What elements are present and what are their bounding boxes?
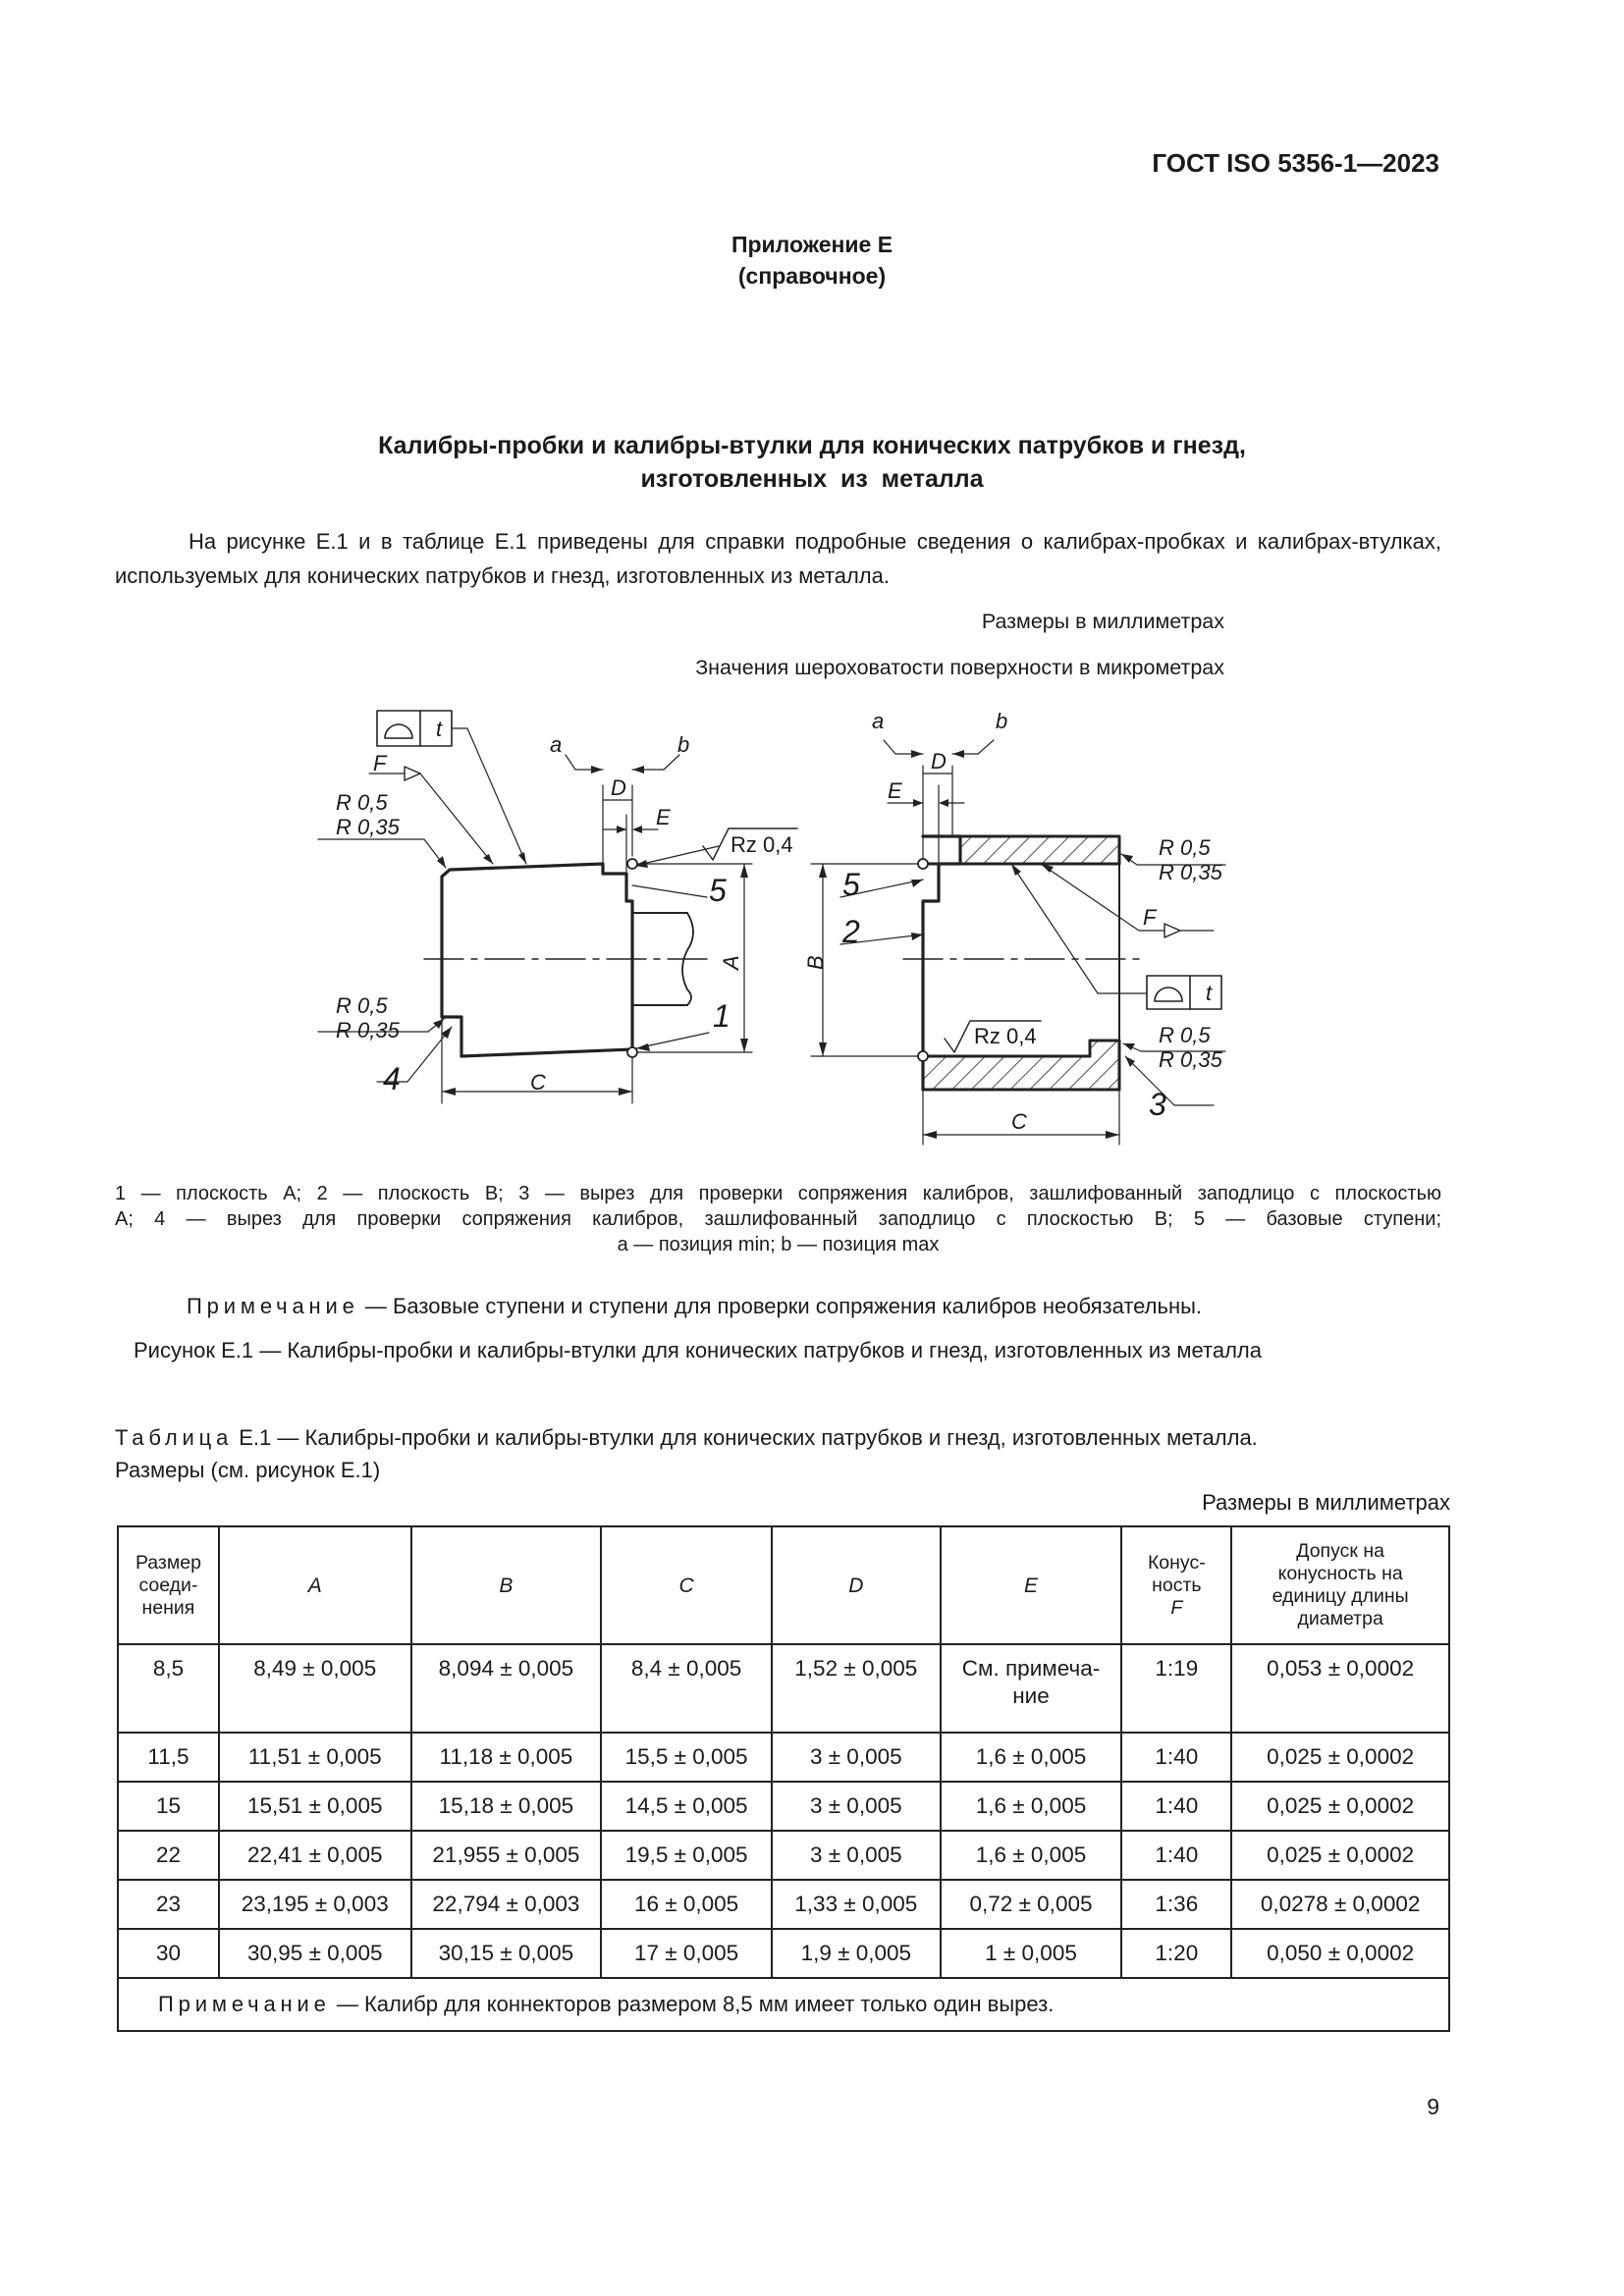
table-cell: 30 [118,1929,219,1978]
table-caption-line2: Размеры (см. рисунок Е.1) [115,1458,381,1482]
table-cell: 0,72 ± 0,005 [941,1880,1122,1929]
label-a-left: a [550,732,563,757]
page-number: 9 [1427,2094,1439,2119]
section-title-line1: Калибры-пробки и калибры-втулки для конических патрубков и гнезд, [378,432,1246,459]
header-tolerance: Допуск на конусность на единицу длины диаметра [1231,1526,1449,1644]
table-cell: 15,18 ± 0,005 [411,1782,602,1831]
label-r035-bottom-right: R 0,35 [1159,1047,1222,1072]
table-cell: 15 [118,1782,219,1831]
table-cell: 1:40 [1121,1782,1231,1831]
label-c-left: C [530,1070,546,1095]
figure-note [187,1294,1202,1319]
label-c-right: C [1011,1109,1027,1134]
header-b: B [411,1526,602,1644]
table-note [118,1978,1449,2031]
table-cell: 0,025 ± 0,0002 [1231,1782,1449,1831]
table-header-row [118,1526,1449,1644]
label-d-left: D [611,775,626,800]
table-cell: 19,5 ± 0,005 [601,1831,772,1880]
intro-text: На рисунке Е.1 и в таблице Е.1 приведены для справки подробные сведения о калибрах-пробках и калибрах-втулках, используемых для конических патрубков и гнезд, изготовленных из металла. [115,529,1441,588]
table-row [118,1782,1449,1831]
plug-gauge-outline [442,864,632,1056]
table-cell: 3 ± 0,005 [772,1831,941,1880]
label-f-right: F [1143,905,1157,930]
table-cell: 8,49 ± 0,005 [219,1644,411,1733]
header-e: E [941,1526,1122,1644]
table-caption-text: Е.1 — Калибры-пробки и калибры-втулки для конических патрубков и гнезд, изготовленных металла. [233,1425,1258,1450]
label-e-left: E [656,805,671,829]
label-f-left: F [373,751,387,775]
table-cell: 1:36 [1121,1880,1231,1929]
table-note-text: — Калибр для коннекторов размером 8,5 мм имеет только один вырез. [330,1992,1055,2016]
label-2: 2 [842,914,860,949]
label-r05-bottom-right: R 0,5 [1159,1023,1211,1047]
table-caption-label: Таблица [115,1425,234,1450]
label-b-left: b [677,732,690,757]
table-cell: 0,0278 ± 0,0002 [1231,1880,1449,1929]
table-cell: 0,050 ± 0,0002 [1231,1929,1449,1978]
table-caption [115,1421,1258,1486]
table-cell: 11,5 [118,1733,219,1782]
table-cell: 3 ± 0,005 [772,1733,941,1782]
figure-caption: Рисунок Е.1 — Калибры-пробки и калибры-втулки для конических патрубков и гнезд, изготовленных из металла [134,1338,1262,1362]
table-cell: 0,053 ± 0,0002 [1231,1644,1449,1733]
label-5-right: 5 [842,867,860,902]
table-cell: См. примеча- ние [941,1644,1122,1733]
label-rz-right: Rz 0,4 [974,1024,1037,1048]
table-cell: 22,794 ± 0,003 [411,1880,602,1929]
label-a-right: a [872,709,885,733]
header-taper: Конус- ность F [1121,1526,1231,1644]
header-d: D [772,1526,941,1644]
table-row [118,1644,1449,1733]
table-note-row [118,1978,1449,2031]
label-r035-top-left: R 0,35 [336,815,400,839]
label-t-left: t [436,717,443,741]
label-r05-bottom-left: R 0,5 [336,993,388,1018]
table-cell: 30,95 ± 0,005 [219,1929,411,1978]
table-row [118,1929,1449,1978]
legend-line-2: А; 4 — вырез для проверки сопряжения калибров, зашлифованный заподлицо с плоскостью В; 5 — базовые ступени; [115,1208,1441,1230]
ring-gauge-top-hatch [960,836,1119,864]
figure-legend [115,1181,1441,1257]
label-rz-left: Rz 0,4 [731,832,793,857]
table-cell: 1:40 [1121,1831,1231,1880]
table-row [118,1880,1449,1929]
standard-designation: ГОСТ ISO 5356-1—2023 [1152,148,1439,178]
table-cell: 15,51 ± 0,005 [219,1782,411,1831]
label-5-left: 5 [709,873,727,908]
table-cell: 22,41 ± 0,005 [219,1831,411,1880]
table-cell: 11,18 ± 0,005 [411,1733,602,1782]
table-cell: 1:20 [1121,1929,1231,1978]
label-t-right: t [1206,981,1213,1005]
label-r035-top-right: R 0,35 [1159,860,1222,884]
table-cell: 8,5 [118,1644,219,1733]
annex-title: Приложение Е [731,232,893,257]
table-note-label: Примечание [158,1992,331,2016]
table-cell: 23 [118,1880,219,1929]
header-a: A [219,1526,411,1644]
table-cell: 1,6 ± 0,005 [941,1782,1122,1831]
table-row [118,1733,1449,1782]
table-cell: 1,6 ± 0,005 [941,1733,1122,1782]
annex-subtitle: (справочное) [737,263,887,289]
table-row [118,1831,1449,1880]
table-cell: 22 [118,1831,219,1880]
table-cell: 8,4 ± 0,005 [601,1644,772,1733]
intro-paragraph [115,524,1441,593]
figure-note-text: — Базовые ступени и ступени для проверки сопряжения калибров необязательны. [358,1294,1203,1318]
label-a-dim: A [719,955,743,970]
label-r035-bottom-left: R 0,35 [336,1018,400,1042]
figure-note-label: Примечание [187,1294,359,1318]
annex-heading [0,229,1624,292]
section-title [0,429,1624,496]
table-cell: 1:19 [1121,1644,1231,1733]
header-c: C [601,1526,772,1644]
table-cell: 0,025 ± 0,0002 [1231,1831,1449,1880]
header-size: Размер соеди- нения [118,1526,219,1644]
table-cell: 3 ± 0,005 [772,1782,941,1831]
table-cell: 30,15 ± 0,005 [411,1929,602,1978]
label-r05-top-right: R 0,5 [1159,835,1211,860]
table-cell: 1:40 [1121,1733,1231,1782]
dimensions-table [117,1525,1450,2032]
section-title-line2: изготовленных из металла [640,465,984,493]
label-d-right: D [931,749,947,774]
table-cell: 16 ± 0,005 [601,1880,772,1929]
table-cell: 21,955 ± 0,005 [411,1831,602,1880]
legend-line-1: 1 — плоскость А; 2 — плоскость В; 3 — вырез для проверки сопряжения калибров, зашлифованный заподлицо с плоскостью [115,1183,1441,1204]
table-cell: 14,5 ± 0,005 [601,1782,772,1831]
label-b-dim: B [803,955,828,970]
table-cell: 8,094 ± 0,005 [411,1644,602,1733]
table-cell: 0,025 ± 0,0002 [1231,1733,1449,1782]
table-cell: 11,51 ± 0,005 [219,1733,411,1782]
label-r05-top-left: R 0,5 [336,790,388,815]
label-e-right: E [888,778,902,803]
table-cell: 1,52 ± 0,005 [772,1644,941,1733]
label-1: 1 [713,998,731,1034]
table-cell: 1 ± 0,005 [941,1929,1122,1978]
label-3: 3 [1149,1087,1166,1122]
table-cell: 1,9 ± 0,005 [772,1929,941,1978]
figure-e1-drawing [295,687,1237,1158]
table-cell: 1,33 ± 0,005 [772,1880,941,1929]
label-b-right: b [996,709,1008,733]
roughness-note: Значения шероховатости поверхности в микрометрах [695,656,1224,679]
table-cell: 15,5 ± 0,005 [601,1733,772,1782]
legend-line-3: a — позиция min; b — позиция max [617,1234,940,1255]
table-cell: 1,6 ± 0,005 [941,1831,1122,1880]
table-cell: 23,195 ± 0,003 [219,1880,411,1929]
table-units: Размеры в миллиметрах [1202,1490,1450,1515]
units-note: Размеры в миллиметрах [981,610,1224,633]
label-4: 4 [383,1061,401,1096]
table-cell: 17 ± 0,005 [601,1929,772,1978]
